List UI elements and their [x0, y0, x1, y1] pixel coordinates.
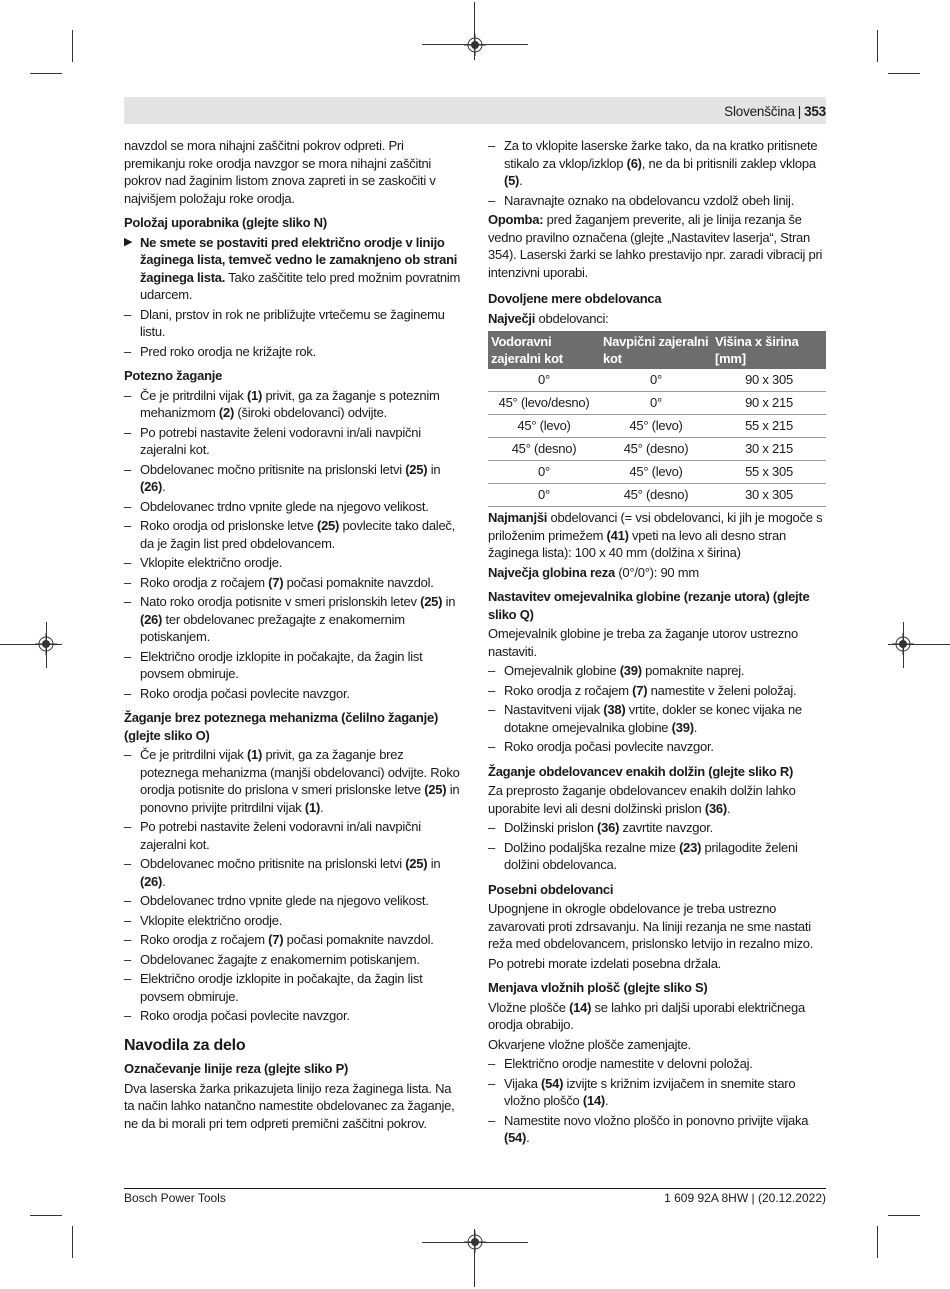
section-heading-special-workpieces: Posebni obdelovanci — [488, 881, 614, 897]
list-item: – Roko orodja počasi povlecite navzgor. — [124, 685, 350, 701]
section-heading-user-position: Položaj uporabnika (glejte sliko N) — [124, 215, 327, 230]
list-item: – Električno orodje izklopite in počakajte, da žagin list povsem obmiruje. — [124, 971, 423, 1004]
note-paragraph: Opomba: pred žaganjem preverite, ali je linija rezanja še vedno pravilno označena (glejte „Nastavitev laserja“, Stran 354). Laserski žarki se lahko prestavijo npr. zaradi vibracij pri intenzivni uporabi. — [488, 212, 823, 280]
header-separator: | — [797, 104, 802, 119]
paragraph: Omejevalnik globine je treba za žaganje utorov ustrezno nastaviti. — [488, 626, 798, 659]
largest-label: Največji obdelovanci: — [488, 310, 609, 326]
registration-mark-icon — [464, 1231, 486, 1253]
list-item: – Obdelovanec močno pritisnite na prislonski letvi (25) in (26). — [124, 856, 441, 889]
smallest-paragraph: Najmanjši obdelovanci (= vsi obdelovanci, ki jih je mogoče s priloženim primežem (41) vpeti na levo ali desno stran žaginega lista): 100 x 40 mm (dolžina x širina) — [488, 510, 823, 560]
list-item: – Nato roko orodja potisnite v smeri prislonskih letev (25) in (26) ter obdelovanec prežagajte z enakomernim potiskanjem. — [124, 594, 456, 644]
list-item: – Če je pritrdilni vijak (1) privit, ga za žaganje s poteznim mehanizmom (2) (široki obdelovanci) odvijte. — [124, 387, 440, 420]
list-item: – Pred roko orodja ne križajte rok. — [124, 343, 317, 359]
list-item: – Po potrebi nastavite želeni vodoravni in/ali navpični zajeralni kot. — [124, 424, 421, 457]
crop-mark — [30, 73, 62, 74]
intro-paragraph: navzdol se mora nihajni zaščitni pokrov odpreti. Pri premikanju roke orodja navzgor se mora nihajni zaščitni pokrov nad žaginim listom znova zapreti in se zaskočiti v najvišjem položaju roke orodja. — [124, 138, 436, 206]
crop-mark — [30, 1215, 62, 1216]
table-row: 45° (desno) 45° (desno) 30 x 215 — [488, 438, 826, 461]
paragraph: Dva laserska žarka prikazujeta linijo reza žaginega lista. Na ta način lahko natančno namestite obdelovanec za žaganje, ne da bi morali pri tem odpreti premični zaščitni pokrov. — [124, 1080, 455, 1131]
list-item: – Po potrebi nastavite želeni vodoravni in/ali navpični zajeralni kot. — [124, 819, 421, 852]
list-item: – Če je pritrdilni vijak (1) privit, ga za žaganje brez poteznega mehanizma (manjši obdelovanci) odvijte. Roko orodja potisnite do prislona v smeri prislonske letve (25) in ponovno privijte pritrdilni vijak (1). — [124, 747, 460, 815]
list-item: – Naravnajte oznako na obdelovancu vzdolž obeh linij. — [488, 192, 795, 208]
crop-mark — [72, 1226, 73, 1258]
paragraph: Vložne plošče (14) se lahko pri daljši uporabi električnega orodja obrabijo. — [488, 999, 805, 1032]
list-item: – Nastavitveni vijak (38) vrtite, dokler se konec vijaka ne dotakne omejevalnika globine (39). — [488, 702, 802, 735]
header-language: Slovenščina — [724, 104, 795, 119]
crop-mark — [888, 73, 920, 74]
list-item: – Vklopite električno orodje. — [124, 912, 283, 928]
list-item: – Roko orodja z ročajem (7) počasi pomaknite navzdol. — [124, 932, 434, 947]
table-row: 45° (levo) 45° (levo) 55 x 215 — [488, 415, 826, 438]
list-item: – Roko orodja od prislonske letve (25) povlecite tako daleč, da je žagin list pred obdelovancem. — [124, 518, 456, 551]
section-heading-workpiece-dimensions: Dovoljene mere obdelovanca — [488, 291, 662, 306]
list-item: – Obdelovanec trdno vpnite glede na njegovo velikost. — [124, 498, 429, 514]
list-item: – Dolžino podaljška rezalne mize (23) prilagodite želeni dolžini obdelovanca. — [488, 839, 798, 872]
table-header-row — [488, 331, 826, 369]
list-item: – Roko orodja počasi povlecite navzgor. — [488, 739, 714, 754]
warning-item: ▶ Ne smete se postaviti pred električno orodje v linijo žaginega lista, temveč vedno le zamaknjeno ob strani žaginega lista. Tako zaščitite telo pred možnim povratnim udarcem. — [124, 234, 461, 302]
crop-mark — [888, 1215, 920, 1216]
section-heading-chop-cut: Žaganje brez poteznega mehanizma (čelilno žaganje) (glejte sliko O) — [124, 710, 439, 743]
paragraph: Upognjene in okrogle obdelovance je treba ustrezno zavarovati proti zdrsavanju. Na liniji rezanja ne sme nastati reža med obdelovancem, prislonsko letvijo in rezalno mizo. — [488, 901, 814, 951]
right-column — [488, 137, 828, 1147]
left-column — [124, 137, 464, 1132]
paragraph: Okvarjene vložne plošče zamenjajte. — [488, 1036, 691, 1052]
page-number: 353 — [804, 104, 826, 119]
crop-mark — [877, 30, 878, 62]
footer-doc-id: 1 609 92A 8HW | (20.12.2022) — [664, 1191, 826, 1205]
table-row: 0° 0° 90 x 305 — [488, 369, 826, 392]
section-heading-insert-plates: Menjava vložnih plošč (glejte sliko S) — [488, 980, 708, 995]
table-header-cell: Vodoravni zajeralni kot — [488, 331, 600, 369]
header-bar — [124, 97, 826, 124]
list-item: – Električno orodje izklopite in počakajte, da žagin list povsem obmiruje. — [124, 648, 423, 681]
list-item: – Za to vklopite laserske žarke tako, da na kratko pritisnete stikalo za vklop/izklop (6), ne da bi pritisnili zaklep vklopa (5). — [488, 138, 818, 188]
registration-mark-icon — [35, 633, 57, 655]
paragraph: Za preprosto žaganje obdelovancev enakih dolžin lahko uporabite levi ali desni dolžinski prislon (36). — [488, 783, 796, 816]
list-item: – Obdelovanec trdno vpnite glede na njegovo velikost. — [124, 893, 429, 908]
list-item: – Roko orodja z ročajem (7) namestite v želeni položaj. — [488, 682, 797, 698]
list-item: – Namestite novo vložno ploščo in ponovno privijte vijaka (54). — [488, 1112, 809, 1145]
crop-mark — [877, 1226, 878, 1258]
registration-mark-icon — [464, 34, 486, 56]
list-item: – Električno orodje namestite v delovni položaj. — [488, 1056, 753, 1071]
dimensions-table — [488, 331, 826, 507]
list-item: – Omejevalnik globine (39) pomaknite naprej. — [488, 663, 745, 678]
list-item: – Dlani, prstov in rok ne približujte vrtečemu se žaginemu listu. — [124, 306, 445, 339]
footer-brand: Bosch Power Tools — [124, 1191, 226, 1205]
warning-arrow-icon: ▶ — [124, 235, 133, 248]
list-item: – Obdelovanec žagajte z enakomernim potiskanjem. — [124, 951, 420, 967]
page-header — [724, 104, 826, 119]
section-heading-depth-stop: Nastavitev omejevalnika globine (rezanje utora) (glejte sliko Q) — [488, 589, 810, 622]
list-item: – Roko orodja z ročajem (7) počasi pomaknite navzdol. — [124, 574, 434, 590]
table-header-cell: Navpični zajeralni kot — [600, 331, 712, 369]
max-depth-paragraph: Največja globina reza (0°/0°): 90 mm — [488, 564, 699, 580]
crop-mark — [72, 30, 73, 62]
table-row: 0° 45° (desno) 30 x 305 — [488, 484, 826, 507]
list-item: – Vijaka (54) izvijte s križnim izvijačem in snemite staro vložno ploščo (14). — [488, 1075, 796, 1108]
section-heading-marking-line: Označevanje linije reza (glejte sliko P) — [124, 1061, 349, 1076]
registration-mark-icon — [892, 633, 914, 655]
footer-rule — [124, 1188, 826, 1189]
list-item: – Dolžinski prislon (36) zavrtite navzgor. — [488, 820, 713, 835]
list-item: – Roko orodja počasi povlecite navzgor. — [124, 1008, 350, 1023]
list-item: – Vklopite električno orodje. — [124, 555, 283, 570]
table-header-cell: Višina x širina [mm] — [712, 331, 826, 369]
section-title-work-instructions: Navodila za delo — [124, 1036, 246, 1054]
table-row: 0° 45° (levo) 55 x 305 — [488, 461, 826, 484]
section-heading-pull-cut: Potezno žaganje — [124, 368, 223, 383]
list-item: – Obdelovanec močno pritisnite na prislonski letvi (25) in (26). — [124, 461, 441, 494]
table-row: 45° (levo/desno) 0° 90 x 215 — [488, 392, 826, 415]
paragraph: Po potrebi morate izdelati posebna držala. — [488, 955, 722, 971]
section-heading-equal-lengths: Žaganje obdelovancev enakih dolžin (glejte sliko R) — [488, 763, 794, 779]
